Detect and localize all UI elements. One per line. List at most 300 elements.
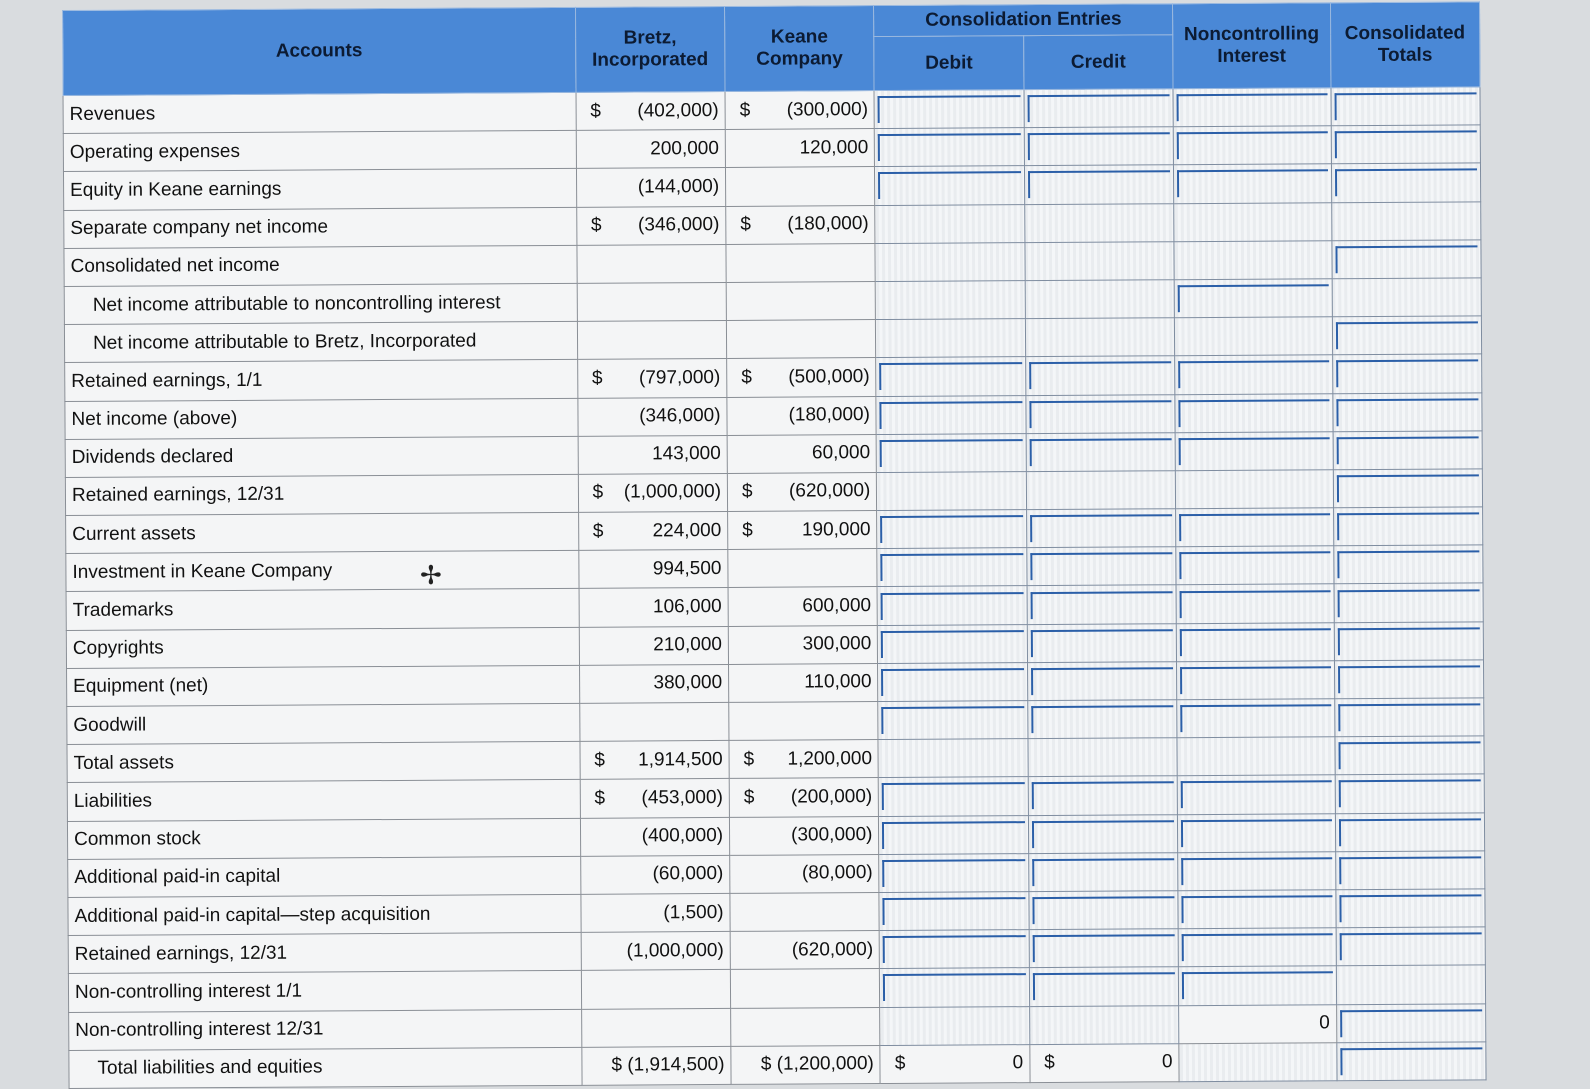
credit-input[interactable] (1025, 356, 1175, 395)
credit-input (1025, 280, 1175, 319)
credit-input-box[interactable] (1028, 171, 1171, 199)
debit-input-box[interactable] (880, 363, 1023, 391)
nci-input-box (1183, 1048, 1334, 1076)
debit-input-box[interactable] (878, 95, 1021, 123)
credit-input-box[interactable] (1032, 782, 1175, 810)
account-label: Separate company net income (64, 207, 577, 248)
worksheet-table (62, 1, 1487, 1089)
account-label: Additional paid-in capital (68, 856, 581, 897)
debit-input (876, 319, 1026, 358)
credit-input (1025, 318, 1175, 357)
credit-input-box[interactable] (1030, 514, 1173, 542)
move-cursor-icon: ✢ (420, 560, 442, 590)
debit-input[interactable] (877, 586, 1027, 625)
totals-input[interactable] (1333, 507, 1483, 546)
nci-input[interactable] (1178, 813, 1336, 852)
credit-input[interactable] (1028, 814, 1178, 853)
credit-input[interactable] (1028, 852, 1178, 891)
credit-input-box[interactable] (1032, 896, 1175, 924)
credit-input[interactable] (1026, 509, 1176, 548)
keane-value (725, 91, 875, 130)
totals-input[interactable] (1332, 240, 1482, 279)
debit-input-box[interactable] (883, 897, 1026, 925)
nci-input-box[interactable] (1181, 781, 1332, 809)
keane-amount: (620,000) (788, 480, 871, 503)
totals-input-box[interactable] (1337, 627, 1480, 655)
debit-total (880, 1044, 1030, 1083)
bretz-value (579, 626, 729, 665)
debit-input-box[interactable] (881, 668, 1024, 696)
keane-value (728, 511, 878, 550)
totals-input-box[interactable] (1336, 360, 1479, 388)
currency-symbol: $ (740, 213, 752, 236)
debit-input-box[interactable] (882, 821, 1025, 849)
totals-input-box[interactable] (1336, 398, 1479, 426)
account-label: Dividends declared (65, 436, 578, 477)
keane-value (729, 702, 879, 741)
nci-input-box[interactable] (1177, 132, 1328, 160)
debit-input[interactable] (880, 968, 1030, 1007)
currency-symbol: $ (591, 367, 603, 389)
bretz-value (577, 282, 727, 321)
totals-input[interactable] (1336, 1003, 1486, 1042)
totals-input-box[interactable] (1335, 169, 1478, 197)
nci-input-box[interactable] (1182, 972, 1333, 1000)
currency-symbol: $ (590, 100, 601, 122)
consolidation-entries-header: Consolidation Entries (874, 4, 1173, 37)
totals-input[interactable] (1335, 851, 1485, 890)
currency-symbol: $ (594, 787, 606, 809)
currency-symbol: $ (592, 482, 604, 504)
debit-input[interactable] (879, 777, 1029, 816)
credit-input-box[interactable] (1030, 591, 1173, 619)
bretz-header: Bretz, Incorporated (575, 6, 725, 92)
debit-input[interactable] (877, 548, 1027, 587)
currency-symbol: $ (741, 366, 752, 388)
currency-symbol: $ (594, 749, 605, 771)
debit-input-box[interactable] (881, 630, 1024, 658)
account-label: Operating expenses (63, 131, 576, 172)
totals-input[interactable] (1334, 583, 1484, 622)
bretz-amount: (797,000) (638, 366, 721, 389)
bretz-amount: (453,000) (641, 786, 723, 809)
nci-input[interactable] (1175, 393, 1333, 432)
bretz-value (577, 244, 727, 283)
keane-value (726, 205, 876, 244)
debit-input[interactable] (878, 624, 1028, 663)
nci-input[interactable] (1179, 966, 1337, 1005)
keane-header: Keane Company (725, 6, 875, 92)
totals-input (1336, 965, 1486, 1004)
bretz-value (579, 664, 729, 703)
keane-value (727, 434, 877, 473)
nci-input[interactable] (1173, 88, 1331, 127)
totals-input-box[interactable] (1334, 131, 1477, 159)
debit-input-box[interactable] (883, 935, 1026, 963)
credit-input-box[interactable] (1032, 934, 1175, 962)
keane-value (727, 472, 877, 511)
nci-input[interactable] (1176, 622, 1334, 661)
nci-input-box[interactable] (1179, 437, 1330, 465)
nci-input[interactable] (1173, 126, 1331, 165)
credit-input-box (1029, 323, 1172, 351)
nci-input[interactable] (1177, 661, 1335, 700)
totals-input-box[interactable] (1336, 322, 1479, 350)
debit-input[interactable] (879, 892, 1029, 931)
bretz-amount: 1,914,500 (638, 748, 723, 771)
totals-input-box[interactable] (1336, 436, 1479, 464)
totals-input[interactable] (1335, 736, 1485, 775)
currency-symbol: $ (742, 519, 753, 541)
totals-input-box[interactable] (1337, 589, 1480, 617)
credit-input[interactable] (1028, 700, 1178, 739)
totals-input[interactable] (1336, 927, 1486, 966)
credit-input-box[interactable] (1031, 667, 1174, 695)
debit-input-box[interactable] (883, 859, 1026, 887)
keane-amount: (80,000) (801, 862, 873, 884)
credit-total-amount: 0 (1161, 1051, 1173, 1073)
nci-input-box (1181, 743, 1332, 771)
bretz-value (579, 702, 729, 741)
totals-input (1331, 201, 1481, 240)
nci-input[interactable] (1177, 699, 1335, 738)
credit-input[interactable] (1028, 776, 1178, 815)
credit-input[interactable] (1026, 432, 1176, 471)
totals-input-box[interactable] (1339, 856, 1482, 884)
currency-symbol: $ (592, 520, 604, 542)
bretz-value (577, 321, 727, 360)
account-label: Non-controlling interest 12/31 (69, 1009, 582, 1050)
account-label: Retained earnings, 12/31 (65, 474, 578, 515)
totals-input-box[interactable] (1339, 818, 1482, 846)
debit-input[interactable] (878, 701, 1028, 740)
debit-input-box[interactable] (883, 974, 1026, 1002)
nci-input-box[interactable] (1179, 552, 1330, 580)
totals-input[interactable] (1335, 889, 1485, 928)
account-label: Current assets (66, 512, 579, 553)
bretz-amount: 380,000 (653, 672, 723, 694)
bretz-amount: (400,000) (641, 825, 724, 847)
debit-input[interactable] (876, 395, 1026, 434)
bretz-amount: (144,000) (637, 175, 720, 198)
credit-input (1025, 241, 1175, 280)
totals-input[interactable] (1331, 163, 1481, 202)
keane-value (731, 1045, 881, 1084)
debit-input[interactable] (879, 815, 1029, 854)
nci-input[interactable] (1178, 851, 1336, 890)
keane-amount: (180,000) (787, 213, 869, 235)
debit-input-box[interactable] (881, 553, 1024, 581)
totals-input-box (1339, 971, 1482, 999)
bretz-value (578, 397, 728, 436)
table-row (69, 1042, 1486, 1089)
nci-input[interactable] (1176, 584, 1334, 623)
nci-input-box[interactable] (1180, 628, 1331, 656)
totals-input-box[interactable] (1337, 513, 1480, 541)
keane-amount: 600,000 (802, 595, 872, 617)
nci-input (1174, 240, 1332, 279)
credit-input (1024, 203, 1174, 242)
totals-input-box[interactable] (1335, 245, 1478, 273)
totals-input[interactable] (1334, 621, 1484, 660)
nci-input-box[interactable] (1180, 704, 1331, 732)
debit-input[interactable] (879, 853, 1029, 892)
credit-input[interactable] (1027, 547, 1177, 586)
nci-input[interactable] (1175, 355, 1333, 394)
bretz-amount: (1,500) (663, 901, 724, 923)
keane-value (728, 587, 878, 626)
credit-input-box[interactable] (1031, 629, 1174, 657)
credit-input-box[interactable] (1029, 362, 1172, 390)
totals-input[interactable] (1333, 469, 1483, 508)
bretz-value (578, 550, 728, 589)
totals-input-box[interactable] (1338, 703, 1481, 731)
nci-input[interactable] (1174, 279, 1332, 318)
account-label: Common stock (67, 818, 580, 859)
debit-input (875, 242, 1025, 281)
nci-input-box[interactable] (1178, 361, 1329, 389)
currency-symbol: $ (894, 1053, 906, 1075)
credit-input-box (1028, 247, 1171, 275)
totals-input (1332, 278, 1482, 317)
keane-value (730, 892, 880, 931)
credit-input-box[interactable] (1033, 973, 1176, 1001)
debit-input (876, 281, 1026, 320)
totals-input-box[interactable] (1334, 92, 1477, 120)
nci-input[interactable] (1178, 890, 1336, 929)
debit-input[interactable] (874, 90, 1024, 129)
nci-input-box[interactable] (1177, 170, 1328, 198)
currency-symbol: $ (1044, 1052, 1055, 1074)
totals-input-box[interactable] (1336, 474, 1479, 502)
accounts-header: Accounts (63, 7, 576, 95)
bretz-amount: (346,000) (637, 214, 720, 236)
keane-value (727, 396, 877, 435)
credit-input[interactable] (1029, 891, 1179, 930)
account-label: Net income attributable to noncontrolling interest (64, 283, 577, 324)
nci-input-box[interactable] (1179, 513, 1330, 541)
totals-input-box[interactable] (1340, 1047, 1483, 1075)
nci-header: Noncontrolling Interest (1173, 3, 1331, 89)
totals-input[interactable] (1336, 1042, 1486, 1081)
debit-input-box[interactable] (881, 592, 1024, 620)
keane-amount: (300,000) (786, 98, 869, 121)
keane-value (727, 358, 877, 397)
totals-input-box (1335, 283, 1478, 311)
credit-input-box[interactable] (1029, 438, 1172, 466)
credit-input (1026, 471, 1176, 510)
debit-input[interactable] (877, 433, 1027, 472)
bretz-value (576, 168, 726, 207)
nci-input-box[interactable] (1182, 895, 1333, 923)
totals-input-box[interactable] (1339, 933, 1482, 961)
keane-amount: 300,000 (802, 633, 872, 655)
debit-input-box (879, 248, 1022, 276)
nci-input-box[interactable] (1181, 857, 1332, 885)
totals-input-box[interactable] (1338, 742, 1481, 770)
keane-value (726, 167, 876, 206)
nci-input[interactable] (1177, 775, 1335, 814)
bretz-value (579, 588, 729, 627)
bretz-amount: 143,000 (652, 443, 721, 465)
bretz-amount: (1,000,000) (623, 481, 722, 504)
totals-input-box[interactable] (1337, 551, 1480, 579)
debit-input-box[interactable] (878, 172, 1021, 200)
keane-value (730, 969, 880, 1008)
nci-input[interactable] (1178, 928, 1336, 967)
totals-input[interactable] (1332, 316, 1482, 355)
keane-amount: 120,000 (799, 136, 869, 159)
nci-input-box[interactable] (1177, 93, 1328, 121)
totals-input[interactable] (1334, 698, 1484, 737)
totals-input[interactable] (1331, 125, 1481, 164)
debit-input[interactable] (876, 357, 1026, 396)
debit-input-box (884, 1012, 1027, 1040)
keane-value (726, 320, 876, 359)
credit-input[interactable] (1024, 165, 1174, 204)
debit-input-box (879, 324, 1022, 352)
credit-total (1030, 1043, 1180, 1082)
account-label: Additional paid-in capital—step acquisition (68, 894, 581, 935)
debit-input-box (879, 210, 1022, 238)
bretz-value (577, 359, 727, 398)
nci-input-box[interactable] (1179, 399, 1330, 427)
nci-input-box (1178, 322, 1329, 350)
nci-input[interactable] (1175, 431, 1333, 470)
bretz-value (580, 817, 730, 856)
account-label: Equipment (net) (67, 665, 580, 706)
nci-input-box (1177, 208, 1328, 236)
keane-value (730, 931, 880, 970)
bretz-value (576, 130, 726, 169)
keane-value (726, 281, 876, 320)
credit-input-box (1028, 285, 1171, 313)
credit-input[interactable] (1027, 585, 1177, 624)
credit-input[interactable] (1026, 394, 1176, 433)
nci-1231-value: 0 (1179, 1004, 1337, 1043)
nci-input-box (1178, 246, 1329, 274)
credit-input[interactable] (1027, 623, 1177, 662)
bretz-value (581, 893, 731, 932)
debit-input-box[interactable] (880, 401, 1023, 429)
credit-input-box[interactable] (1031, 705, 1174, 733)
debit-input-box[interactable] (882, 706, 1025, 734)
credit-input-box[interactable] (1029, 400, 1172, 428)
credit-input-box[interactable] (1027, 94, 1170, 122)
debit-input-box[interactable] (882, 783, 1025, 811)
keane-amount: 1,200,000 (787, 747, 873, 770)
account-label: Total liabilities and equities (69, 1047, 582, 1088)
nci-input-box[interactable] (1182, 933, 1333, 961)
keane-value (729, 663, 879, 702)
debit-input-box[interactable] (880, 439, 1023, 467)
account-label: Retained earnings, 1/1 (65, 360, 578, 401)
nci-input-box[interactable] (1180, 666, 1331, 694)
debit-input[interactable] (875, 128, 1025, 167)
credit-input-box[interactable] (1030, 553, 1173, 581)
credit-header: Credit (1023, 35, 1173, 90)
debit-input[interactable] (878, 662, 1028, 701)
totals-input[interactable] (1331, 87, 1481, 126)
totals-input-box[interactable] (1339, 894, 1482, 922)
keane-value (731, 1007, 881, 1046)
credit-input[interactable] (1024, 127, 1174, 166)
totals-input-box[interactable] (1340, 1009, 1483, 1037)
keane-value (725, 129, 875, 168)
bretz-value (580, 779, 730, 818)
account-label: Equity in Keane earnings (63, 169, 576, 210)
nci-input[interactable] (1176, 508, 1334, 547)
debit-input-box[interactable] (878, 133, 1021, 161)
currency-symbol: $ (739, 99, 751, 121)
account-label: Total assets (67, 742, 580, 783)
currency-symbol: $ (743, 786, 755, 808)
account-label: Trademarks (66, 589, 579, 630)
credit-input[interactable] (1029, 967, 1179, 1006)
credit-input-box[interactable] (1032, 858, 1175, 886)
nci-input-box[interactable] (1181, 819, 1332, 847)
debit-input (875, 204, 1025, 243)
credit-input[interactable] (1027, 662, 1177, 701)
account-label: Net income (above) (65, 398, 578, 439)
debit-input (880, 1006, 1030, 1045)
keane-amount: (300,000) (791, 824, 873, 846)
nci-input-box[interactable] (1180, 590, 1331, 618)
credit-input-box (1031, 744, 1174, 772)
nci-input (1175, 317, 1333, 356)
debit-input[interactable] (877, 510, 1027, 549)
keane-value (729, 740, 879, 779)
debit-input[interactable] (875, 166, 1025, 205)
totals-input-box[interactable] (1338, 780, 1481, 808)
keane-value (726, 243, 876, 282)
nci-input[interactable] (1174, 164, 1332, 203)
bretz-amount: (402,000) (637, 99, 719, 122)
debit-input[interactable] (880, 930, 1030, 969)
totals-input[interactable] (1334, 660, 1484, 699)
totals-input[interactable] (1335, 812, 1485, 851)
nci-input[interactable] (1176, 546, 1334, 585)
bretz-value (580, 741, 730, 780)
totals-input-box[interactable] (1338, 665, 1481, 693)
totals-input[interactable] (1333, 431, 1483, 470)
debit-input-box[interactable] (881, 515, 1024, 543)
totals-input[interactable] (1333, 545, 1483, 584)
totals-input[interactable] (1332, 354, 1482, 393)
totals-input[interactable] (1332, 392, 1482, 431)
nci-input-box[interactable] (1178, 284, 1329, 312)
bretz-amount: (346,000) (639, 405, 721, 427)
credit-input-box[interactable] (1032, 820, 1175, 848)
credit-input[interactable] (1024, 89, 1174, 128)
consolidated-totals-header: Consolidated Totals (1330, 2, 1480, 88)
totals-input[interactable] (1335, 774, 1485, 813)
credit-input-box[interactable] (1028, 133, 1171, 161)
account-label: Consolidated net income (64, 245, 577, 286)
credit-input[interactable] (1029, 929, 1179, 968)
bretz-amount: (60,000) (652, 863, 724, 885)
currency-symbol: $ (590, 214, 602, 236)
bretz-value (578, 435, 728, 474)
totals-input-box (1335, 207, 1478, 235)
keane-amount: (180,000) (788, 404, 870, 426)
debit-input (878, 739, 1028, 778)
account-label: Goodwill (67, 703, 580, 744)
currency-symbol: $ (741, 481, 753, 503)
bretz-value (576, 206, 726, 245)
bretz-value (581, 932, 731, 971)
bretz-value (582, 1046, 732, 1085)
